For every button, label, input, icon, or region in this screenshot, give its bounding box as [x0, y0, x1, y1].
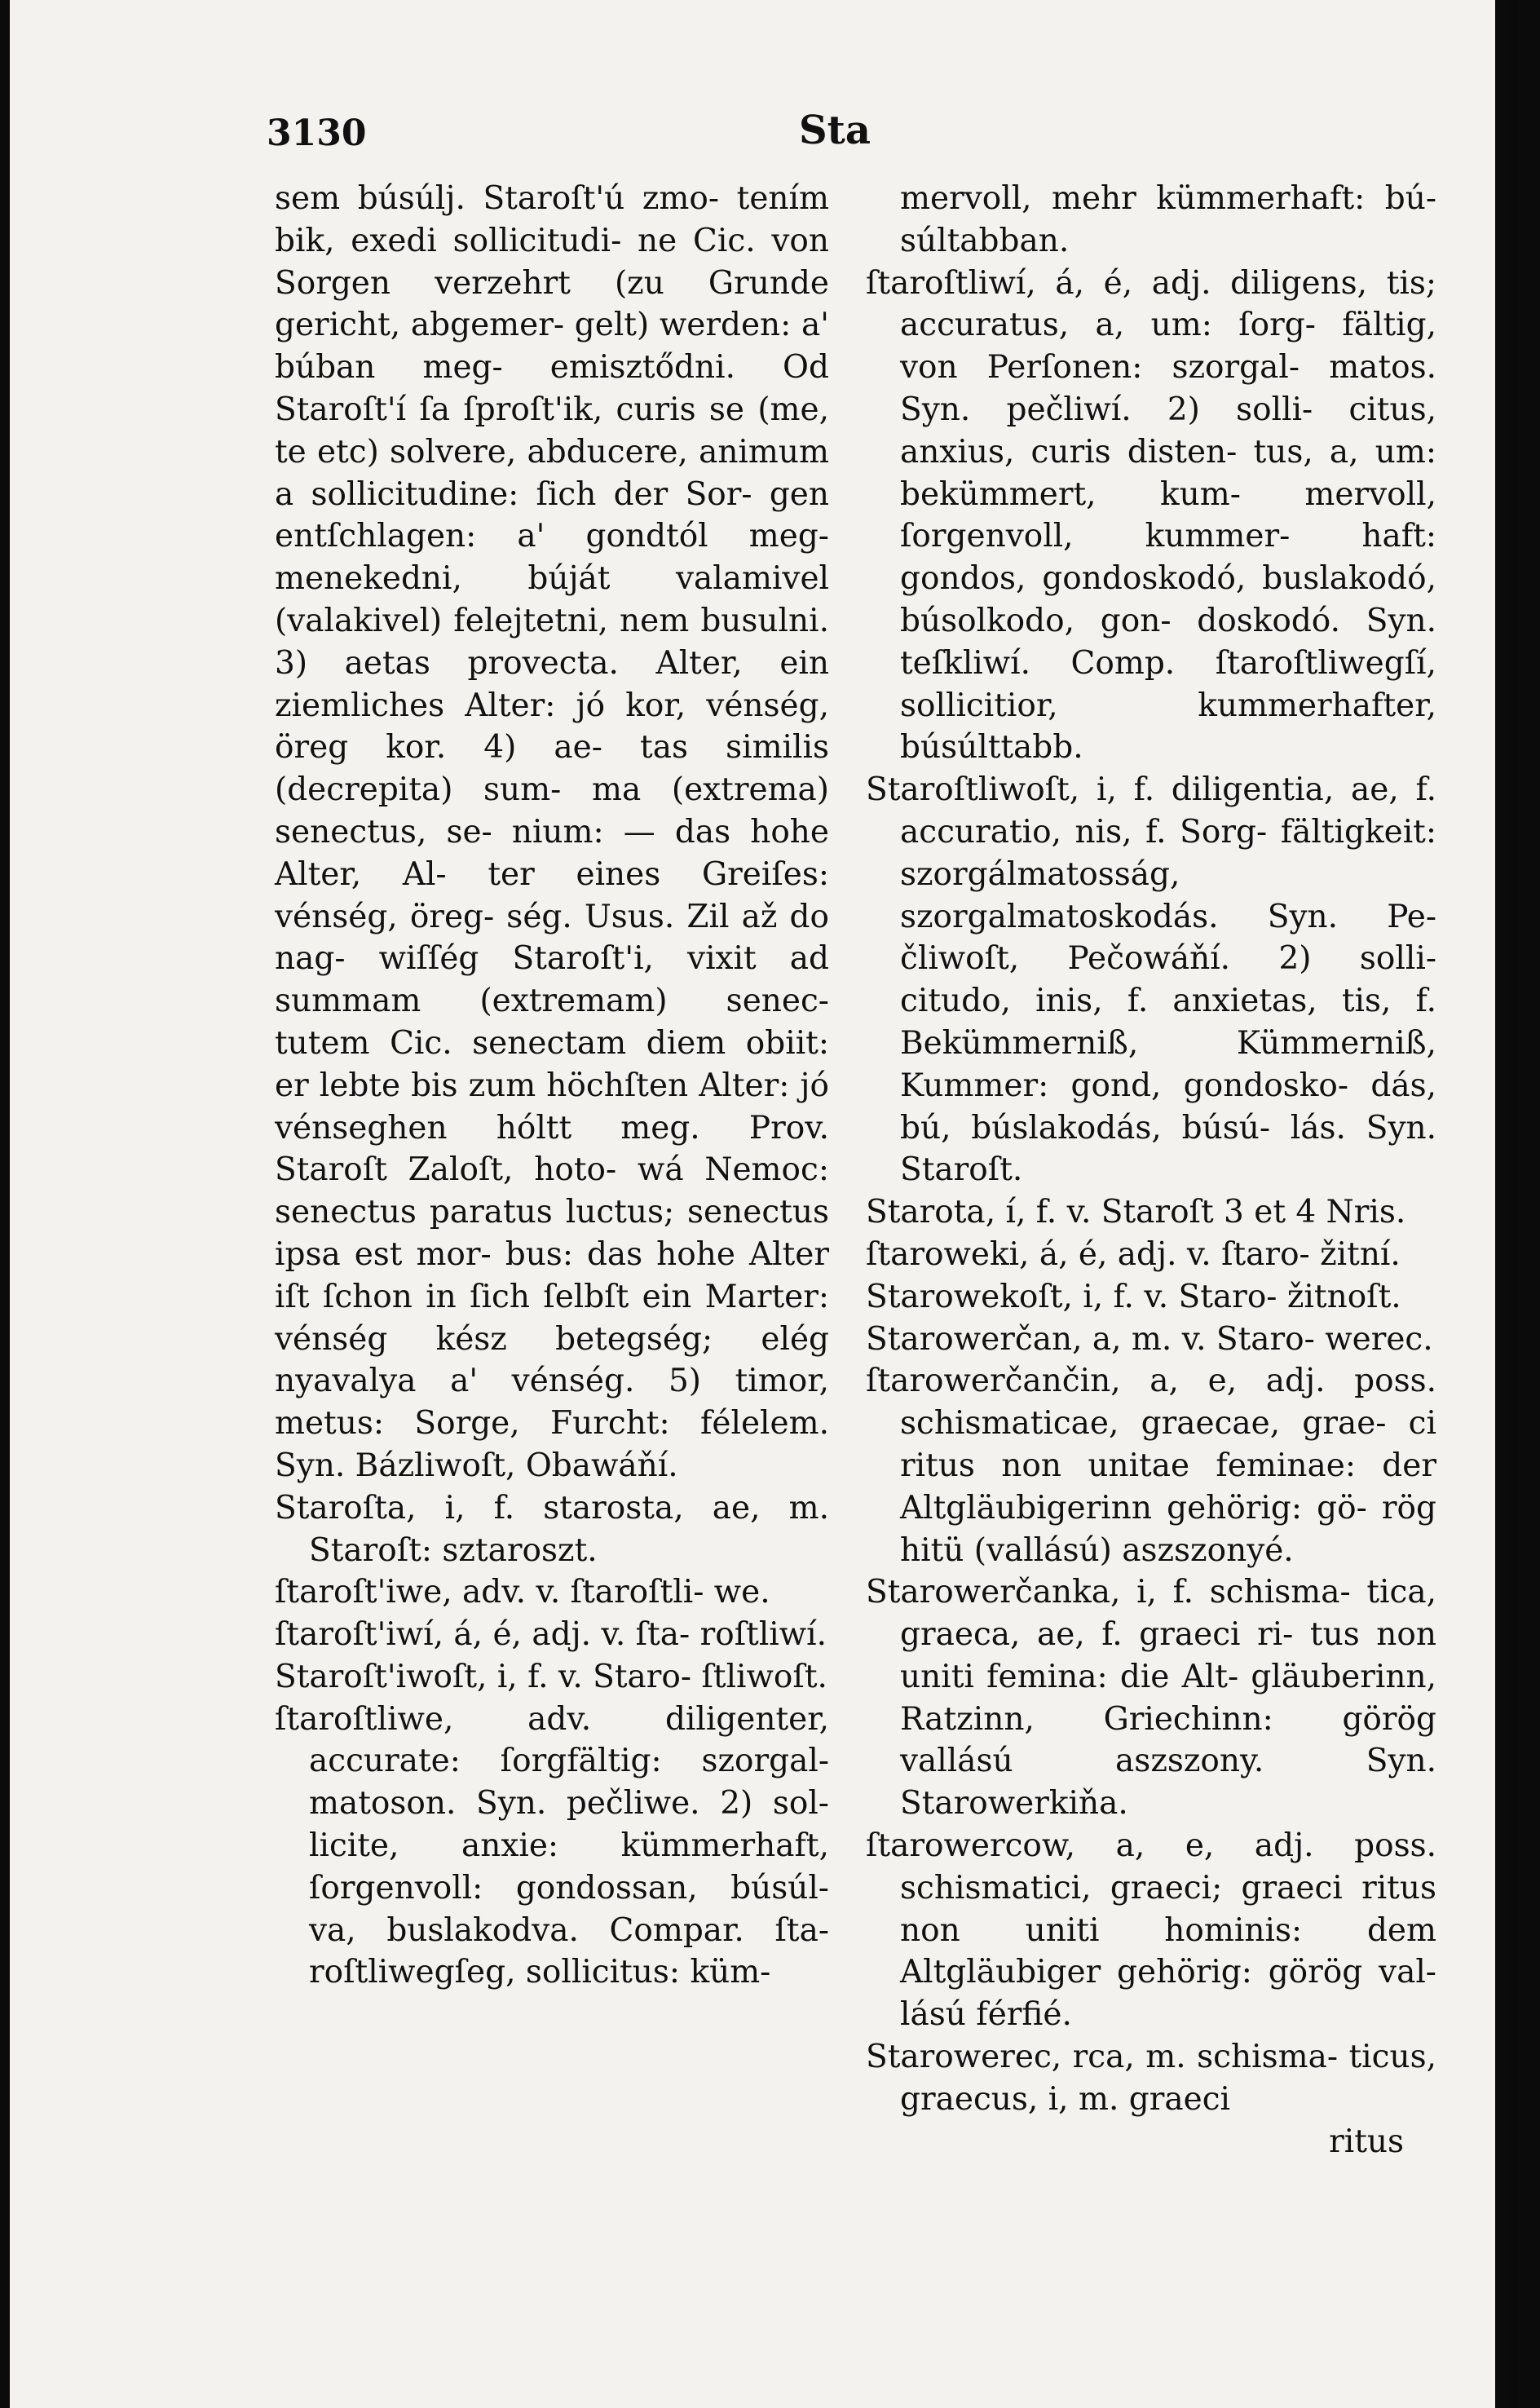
dictionary-entry: Staroſt'iwoſt, i, f. v. Staro- ſtliwoſt.	[275, 1658, 827, 1695]
dictionary-entry: ſtaroſt'iwe, adv. v. ſtaroſtli- we.	[275, 1574, 770, 1611]
dictionary-entry: Starowerec, rca, m. schisma- ticus, graecus, i, m. graeci	[866, 2039, 1436, 2118]
dictionary-entry: ſtaroſt'iwí, á, é, adj. v. ſta- roſtliwí.	[275, 1616, 827, 1654]
page-gutter	[1495, 0, 1528, 2408]
dictionary-entry: Staroſtliwoſt, i, f. diligentia, ae, f. accuratio, nis, f. Sorg- fältigkeit: szorgálmatosság, szorgalmatoskodás. Syn. Pe- čliwoſt, Pečowáňí. 2) solli- citudo, inis, f. anxietas, tis, f. Bekümmerniß, Kümmerniß, Kummer: gond, gondosko- dás, bú, búslakodás, búsú- lás. Syn. Staroſt.	[866, 771, 1436, 1189]
running-head	[10, 98, 1518, 171]
left-column	[275, 178, 829, 1994]
dictionary-entry: ſtaroſtliwí, á, é, adj. diligens, tis; accuratus, a, um: ſorg- fältig, von Perſonen: szorgal- matos. Syn. pečliwí. 2) solli- citus, anxius, curis disten- tus, a, um: bekümmert, kum- mervoll, ſorgenvoll, kummer- haft: gondos, gondoskodó, buslakodó, búsolkodo, gon- doskodó. Syn. teſkliwí. Comp. ſtaroſtliwegſí, sollicitior, kummerhafter, búsúlttabb.	[866, 264, 1436, 767]
dictionary-entry: ſtaroweki, á, é, adj. v. ſtaro- žitní.	[866, 1235, 1401, 1273]
dictionary-entry: Starowerčanka, i, f. schisma- tica, graeca, ae, f. graeci ri- tus non uniti femina: die Alt- gläuberinn, Ratzinn, Griechinn: görög vallású aszszony. Syn. Starowerkiňa.	[866, 1574, 1436, 1823]
entry-continuation: mervoll, mehr kümmerhaft: bú- súltabban.	[900, 180, 1436, 259]
entry-continuation: sem búsúlj. Staroſt'ú zmo- tením bik, exedi sollicitudi- ne Cic. von Sorgen verzehrt (zu Grunde gericht, abgemer- gelt) werden: a' búban meg- emisztődni. Od Staroſt'í ſa ſproſt'ik, curis se (me, te etc) solvere, abducere, animum a sollicitudine: ſich der Sor- gen entſchlagen: a' gondtól meg- menekedni, búját valamivel (valakivel) felejtetni, nem busulni. 3) aetas provecta. Alter, ein ziemliches Alter: jó kor, vénség, öreg kor. 4) ae- tas similis (decrepita) sum- ma (extrema) senectus, se- nium: — das hohe Alter, Al- ter eines Greiſes: vénség, öreg- ség. Usus. Zil až do nag- wiſſég Staroſt'i, vixit ad summam (extremam) senec- tutem Cic. senectam diem obiit: er lebte bis zum höchſten Alter: jó vénseghen hóltt meg. Prov. Staroſt Zaloſt, hoto- wá Nemoc: senectus paratus luctus; senectus ipsa est mor- bus: das hohe Alter iſt ſchon in ſich ſelbſt ein Marter: vénség kész betegség; elég nyavalya a' vénség. 5) timor, metus: Sorge, Furcht: félelem. Syn. Bázliwoſt, Obawáňí.	[275, 180, 829, 1484]
dictionary-entry: Starota, í, f. v. Staroſt 3 et 4 Nris.	[866, 1194, 1406, 1231]
entry-tail: ritus	[1329, 2123, 1404, 2160]
dictionary-entry: ſtarowerčančin, a, e, adj. poss. schismaticae, graecae, grae- ci ritus non unitae feminae: der Altgläubigerinn gehörig: gö- rög hitü (vallású) aszszonyé.	[866, 1363, 1436, 1569]
page-number: 3130	[267, 113, 367, 154]
dictionary-entry: Staroſta, i, f. starosta, ae, m. Staroſt: sztaroszt.	[275, 1489, 829, 1569]
right-column	[866, 178, 1436, 2163]
running-head-word: Sta	[799, 108, 871, 153]
dictionary-entry: Starowerčan, a, m. v. Staro- werec.	[866, 1320, 1433, 1358]
dictionary-page	[10, 0, 1518, 2408]
dictionary-entry: ſtarowercow, a, e, adj. poss. schismatici, graeci; graeci ritus non uniti hominis: dem Altgläubiger gehörig: görög val- lású férfié.	[866, 1827, 1436, 2034]
dictionary-entry: ſtaroſtliwe, adv. diligenter, accurate: ſorgfältig: szorgal- matoson. Syn. pečliwe. 2) sol- licite, anxie: kümmerhaft, ſorgenvoll: gondossan, búsúl- va, buslakodva. Compar. ſta- roſtliwegſeg, sollicitus: küm-	[275, 1700, 829, 1991]
dictionary-entry: Starowekoſt, i, f. v. Staro- žitnoſt.	[866, 1278, 1401, 1315]
